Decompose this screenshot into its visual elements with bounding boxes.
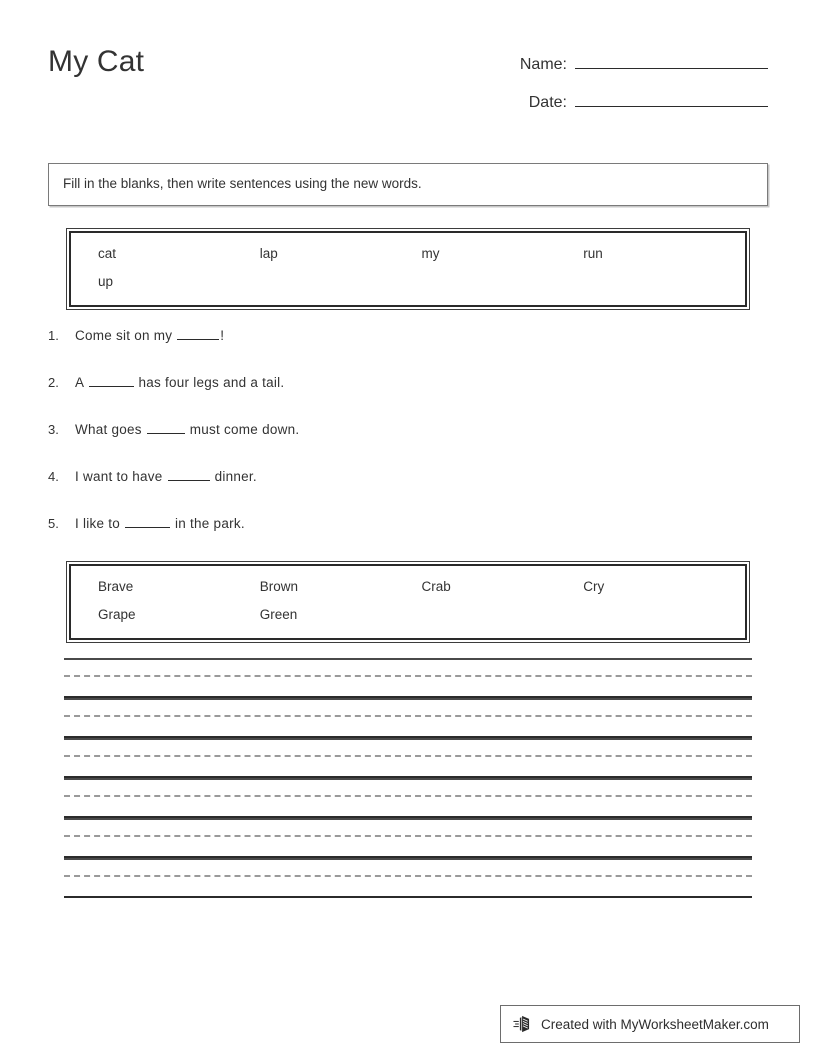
sentence-text-before: What goes <box>75 422 146 437</box>
word-bank-word: run <box>583 246 603 261</box>
sentence-number: 2. <box>48 375 59 390</box>
writing-rule-dashed-middle <box>64 795 752 797</box>
writing-rule-solid-top <box>64 738 752 740</box>
handwriting-practice-lines <box>64 658 752 898</box>
name-label: Name: <box>519 56 567 73</box>
sentence-text-after: must come down. <box>185 422 300 437</box>
sentence-number: 4. <box>48 469 59 484</box>
date-field-row <box>458 86 768 124</box>
instruction-text: Fill in the blanks, then write sentences using the new words. <box>63 176 422 191</box>
name-input-line[interactable] <box>575 48 768 69</box>
page-title: My Cat <box>48 45 145 78</box>
word-bank-word: my <box>421 246 440 261</box>
sentence-row <box>48 467 768 514</box>
sentence-text-before: I want to have <box>75 469 167 484</box>
sentence-text-after: ! <box>220 328 225 343</box>
sentence-row <box>48 420 768 467</box>
sentence-text <box>75 420 299 437</box>
writing-line-row[interactable] <box>64 778 752 818</box>
writing-rule-solid-top <box>64 658 752 660</box>
word-bank-word: cat <box>98 246 117 261</box>
worksheet-header <box>48 44 768 124</box>
date-input-line[interactable] <box>575 86 768 107</box>
sentence-number: 1. <box>48 328 59 343</box>
writing-line-row[interactable] <box>64 698 752 738</box>
sentence-text-after: in the park. <box>171 516 245 531</box>
sentence-text <box>75 467 257 484</box>
word-bank-2 <box>66 561 750 643</box>
sentence-text <box>75 326 224 343</box>
writing-rule-dashed-middle <box>64 675 752 677</box>
word-bank-1-inner <box>69 231 747 307</box>
name-field-row <box>458 48 768 86</box>
word-bank-word: up <box>98 274 114 290</box>
sentence-text-after: dinner. <box>210 469 257 484</box>
writing-line-row[interactable] <box>64 738 752 778</box>
sentence-blank[interactable] <box>168 467 210 481</box>
word-bank-word: Crab <box>421 579 451 594</box>
writing-rule-solid-baseline <box>64 896 752 898</box>
writing-rule-dashed-middle <box>64 875 752 877</box>
word-bank-word: Brave <box>98 579 134 594</box>
writing-rule-solid-top <box>64 698 752 700</box>
sentence-text-before: I like to <box>75 516 125 531</box>
sentence-blank[interactable] <box>125 514 170 528</box>
sentence-text <box>75 514 245 531</box>
word-bank-word: Brown <box>259 579 299 594</box>
word-bank-2-inner <box>69 564 747 640</box>
writing-line-row[interactable] <box>64 818 752 858</box>
student-info-fields <box>458 48 768 124</box>
sentence-row <box>48 514 768 561</box>
word-bank-word: Grape <box>98 607 136 623</box>
sentence-number: 5. <box>48 516 59 531</box>
word-bank-word: Cry <box>583 579 605 594</box>
sentence-text <box>75 373 284 390</box>
word-bank-1 <box>66 228 750 310</box>
writing-rule-dashed-middle <box>64 835 752 837</box>
writing-rule-solid-top <box>64 818 752 820</box>
writing-rule-dashed-middle <box>64 715 752 717</box>
word-bank-word: lap <box>259 246 278 261</box>
quill-writing-icon <box>512 1013 534 1035</box>
footer-attribution-text: Created with MyWorksheetMaker.com <box>541 1016 769 1032</box>
word-bank-1-grid <box>71 245 745 291</box>
writing-rule-solid-top <box>64 858 752 860</box>
sentence-blank[interactable] <box>89 373 134 387</box>
date-label: Date: <box>528 94 567 111</box>
writing-rule-dashed-middle <box>64 755 752 757</box>
sentence-text-before: Come sit on my <box>75 328 177 343</box>
writing-line-row[interactable] <box>64 858 752 898</box>
sentence-row <box>48 373 768 420</box>
instruction-box <box>48 163 768 206</box>
sentence-blank[interactable] <box>177 326 219 340</box>
fill-in-the-blank-sentences <box>48 326 768 561</box>
sentence-row <box>48 326 768 373</box>
writing-line-row[interactable] <box>64 658 752 698</box>
sentence-number: 3. <box>48 422 59 437</box>
sentence-blank[interactable] <box>147 420 185 434</box>
writing-rule-solid-top <box>64 778 752 780</box>
sentence-text-after: has four legs and a tail. <box>134 375 285 390</box>
word-bank-2-grid <box>71 578 745 624</box>
word-bank-word: Green <box>259 607 298 623</box>
sentence-text-before: A <box>75 375 88 390</box>
footer-attribution-badge[interactable] <box>500 1005 800 1043</box>
